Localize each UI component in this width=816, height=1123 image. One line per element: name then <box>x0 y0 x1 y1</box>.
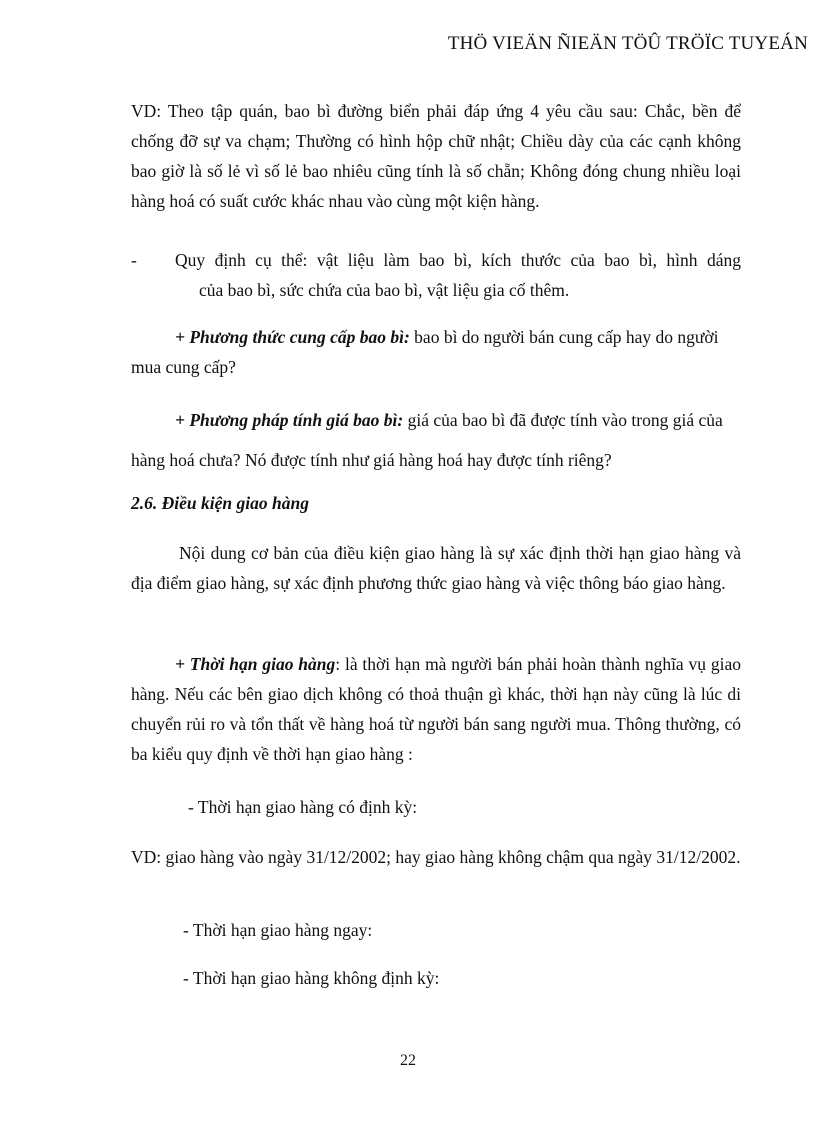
dash-line-2: của bao bì, sức chứa của bao bì, vật liệu gia cố thêm. <box>199 280 570 300</box>
paragraph-example-dates: VD: giao hàng vào ngày 31/12/2002; hay giao hàng không chậm qua ngày 31/12/2002. <box>131 847 741 867</box>
paragraph-packaging-price <box>131 400 741 480</box>
dash-list-item <box>131 245 741 305</box>
page-number: 22 <box>400 1052 416 1069</box>
term-packaging-supply: + Phương thức cung cấp bao bì: <box>175 327 410 347</box>
list-item-nonperiodic: - Thời hạn giao hàng không định kỳ: <box>183 968 440 988</box>
term-packaging-price: + Phương pháp tính giá bao bì: <box>175 410 404 430</box>
paragraph-example-packaging: VD: Theo tập quán, bao bì đường biển phải đáp ứng 4 yêu cầu sau: Chắc, bền để chống đỡ sự va chạm; Thường có hình hộp chữ nhật; Chiều dày của các cạnh không bao giờ là số lẻ vì số lẻ bao nhiêu cũng tính là số chẵn; Không đóng chung nhiều loại hàng hoá có suất cước khác nhau vào cùng một kiện hàng. <box>131 101 741 211</box>
paragraph-packaging-supply <box>131 322 741 382</box>
term-delivery-time: + Thời hạn giao hàng <box>175 654 336 674</box>
paragraph-delivery-time <box>131 649 741 769</box>
text-delivery-time: : là thời hạn mà người bán phải hoàn thành nghĩa vụ giao hàng. Nếu các bên giao dịch không có thoả thuận gì khác, thời hạn này cũng là lúc di chuyển rủi ro và tổn thất về hàng hoá từ người bán sang người mua. Thông thường, có ba kiểu quy định về thời hạn giao hàng : <box>131 654 741 764</box>
section-heading: 2.6. Điều kiện giao hàng <box>131 493 309 513</box>
paragraph-delivery-intro: Nội dung cơ bản của điều kiện giao hàng là sự xác định thời hạn giao hàng và địa điểm giao hàng, sự xác định phương thức giao hàng và việc thông báo giao hàng. <box>131 543 741 593</box>
text-packaging-price: giá của bao bì đã được tính vào trong giá của hàng hoá chưa? Nó được tính như giá hàng hoá hay được tính riêng? <box>131 410 723 470</box>
page-header: THÖ VIEÄN ÑIEÄN TÖÛ TRÖÏC TUYEÁN <box>447 33 808 54</box>
dash-line-1: Quy định cụ thể: vật liệu làm bao bì, kích thước của bao bì, hình dáng <box>175 250 741 270</box>
list-item-periodic: - Thời hạn giao hàng có định kỳ: <box>188 797 418 817</box>
text-packaging-supply: bao bì do người bán cung cấp hay do người mua cung cấp? <box>131 327 719 377</box>
dash-bullet: - <box>131 250 137 270</box>
list-item-specific-rules <box>131 245 741 305</box>
list-item-immediate: - Thời hạn giao hàng ngay: <box>183 920 373 940</box>
